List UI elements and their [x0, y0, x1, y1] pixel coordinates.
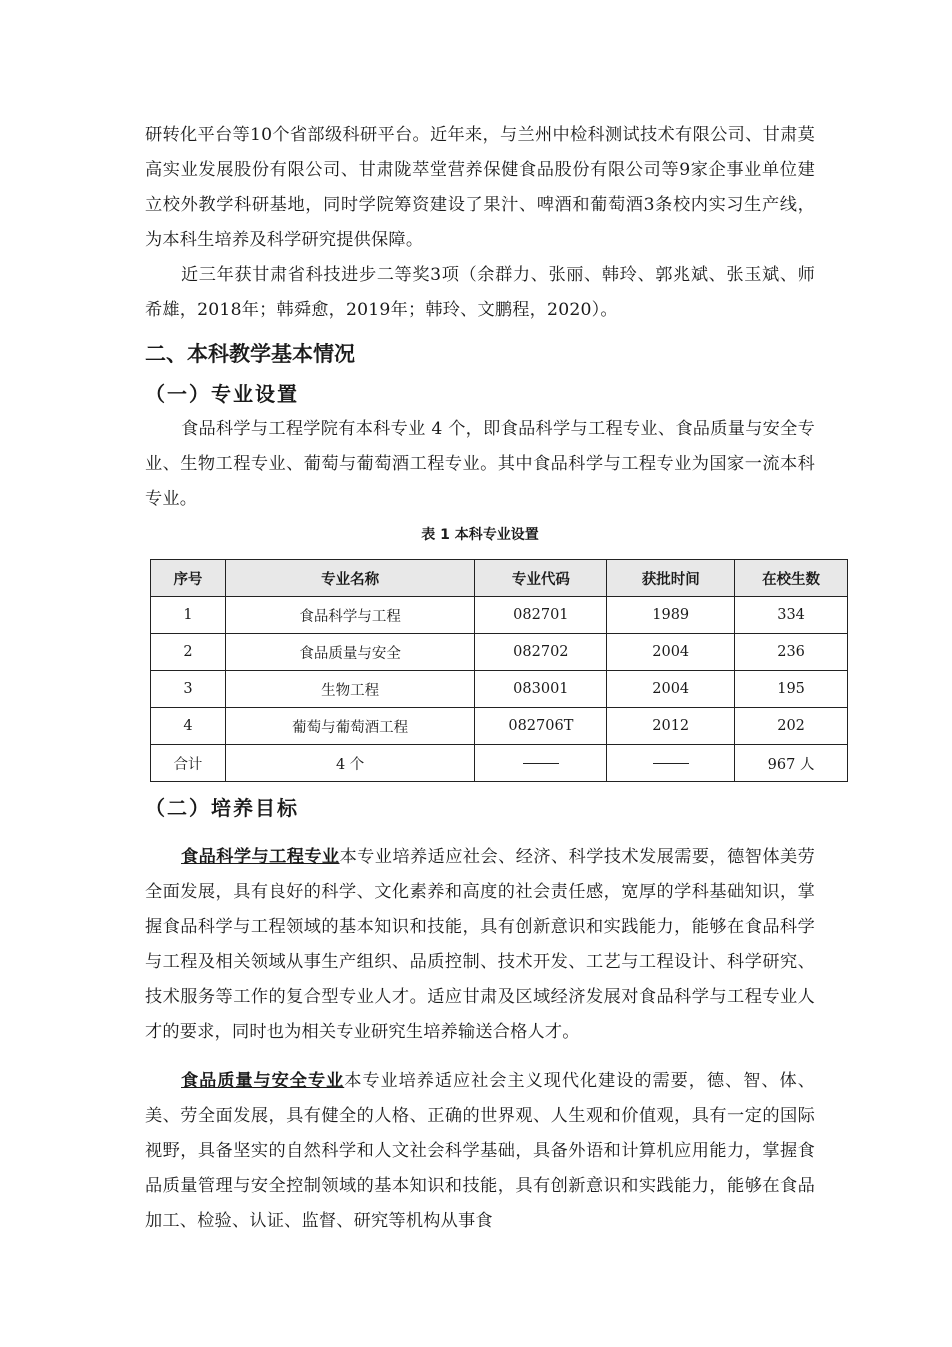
cell-student-count: 195	[735, 671, 848, 708]
header-major-code: 专业代码	[475, 560, 607, 597]
cell-total-year-dash	[607, 745, 735, 782]
spacer	[145, 1050, 815, 1064]
cell-total-label: 合计	[151, 745, 226, 782]
majors-table	[150, 559, 848, 782]
cell-student-count: 236	[735, 634, 848, 671]
goal-text: 本专业培养适应社会主义现代化建设的需要，德、智、体、美、劳全面发展，具有健全的人格、正确的世界观、人生观和价值观，具有一定的国际视野，具备坚实的自然科学和人文社会科学基础，具备外语和计算机应用能力，掌握食品质量管理与安全控制领域的基本知识和技能，具有创新意识和实践能力，能够在食品加工、检验、认证、监督、研究等机构从事食	[145, 1071, 815, 1231]
major-name-lead: 食品科学与工程专业	[181, 847, 340, 867]
cell-student-count: 202	[735, 708, 848, 745]
subsection-heading-goals: （二）培养目标	[145, 796, 299, 820]
cell-major-name: 生物工程	[225, 671, 475, 708]
intro-paragraph: 研转化平台等10个省部级科研平台。近年来，与兰州中检科测试技术有限公司、甘肃莫高实业发展股份有限公司、甘肃陇萃堂营养保健食品股份有限公司等9家企事业单位建立校外教学科研基地，同时学院筹资建设了果汁、啤酒和葡萄酒3条校内实习生产线，为本科生培养及科学研究提供保障。	[145, 125, 815, 250]
cell-total-students: 967 人	[735, 745, 848, 782]
cell-major-code: 082702	[475, 634, 607, 671]
header-major-name: 专业名称	[225, 560, 475, 597]
goal-text: 本专业培养适应社会、经济、科学技术发展需要，德智体美劳全面发展，具有良好的科学、文化素养和高度的社会责任感，宽厚的学科基础知识，掌握食品科学与工程领域的基本知识和技能，具有创新意识和实践能力，能够在食品科学与工程及相关领域从事生产组织、品质控制、技术开发、工艺与工程设计、科学研究、技术服务等工作的复合型专业人才。适应甘肃及区域经济发展对食品科学与工程专业人才的要求，同时也为相关专业研究生培养输送合格人才。	[145, 847, 815, 1042]
cell-major-code: 083001	[475, 671, 607, 708]
goal-paragraph-food-quality	[145, 1064, 815, 1239]
dash-line	[523, 763, 559, 764]
cell-major-name: 食品科学与工程	[225, 597, 475, 634]
cell-approval-year: 2012	[607, 708, 735, 745]
cell-index: 4	[151, 708, 226, 745]
major-name-lead: 食品质量与安全专业	[181, 1071, 345, 1091]
goal-paragraph-food-science	[145, 840, 815, 1050]
cell-major-code: 082706T	[475, 708, 607, 745]
awards-paragraph: 近三年获甘肃省科技进步二等奖3项（余群力、张丽、韩玲、郭兆斌、张玉斌、师希雄，2018年；韩舜愈，2019年；韩玲、文鹏程，2020）。	[145, 265, 815, 320]
cell-index: 3	[151, 671, 226, 708]
cell-total-code-dash	[475, 745, 607, 782]
header-index: 序号	[151, 560, 226, 597]
table-header-row	[151, 560, 848, 597]
cell-approval-year: 2004	[607, 671, 735, 708]
cell-total-count: 4 个	[225, 745, 475, 782]
table-total-row	[151, 745, 848, 782]
table-row	[151, 634, 848, 671]
cell-index: 1	[151, 597, 226, 634]
majors-paragraph: 食品科学与工程学院有本科专业 4 个，即食品科学与工程专业、食品质量与安全专业、生物工程专业、葡萄与葡萄酒工程专业。其中食品科学与工程专业为国家一流本科专业。	[145, 419, 815, 509]
dash-line	[653, 763, 689, 764]
cell-approval-year: 2004	[607, 634, 735, 671]
section-heading: 二、本科教学基本情况	[145, 342, 355, 366]
cell-student-count: 334	[735, 597, 848, 634]
header-approval-year: 获批时间	[607, 560, 735, 597]
cell-approval-year: 1989	[607, 597, 735, 634]
cell-index: 2	[151, 634, 226, 671]
table-row	[151, 708, 848, 745]
cell-major-name: 葡萄与葡萄酒工程	[225, 708, 475, 745]
spacer	[145, 826, 815, 840]
cell-major-name: 食品质量与安全	[225, 634, 475, 671]
header-student-count: 在校生数	[735, 560, 848, 597]
cell-major-code: 082701	[475, 597, 607, 634]
table-row	[151, 597, 848, 634]
document-page	[145, 118, 821, 1239]
subsection-heading-majors: （一）专业设置	[145, 382, 299, 406]
table-row	[151, 671, 848, 708]
table-caption: 表 1 本科专业设置	[421, 527, 539, 543]
